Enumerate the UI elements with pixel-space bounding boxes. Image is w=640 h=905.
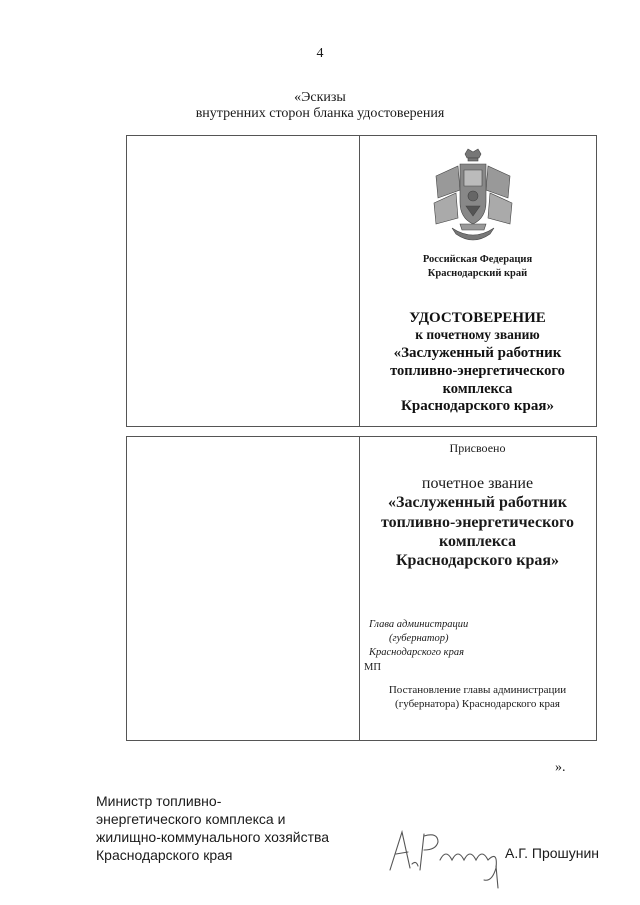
seal-place-label: МП bbox=[364, 662, 381, 673]
honorary-name-line-2: топливно-энергетического bbox=[381, 514, 574, 531]
certificate-line-4: комплекса bbox=[442, 381, 513, 397]
decree-line-1: Постановление главы администрации bbox=[388, 684, 567, 696]
certificate-line-1: к почетному званию bbox=[415, 327, 540, 342]
closing-quote: ». bbox=[555, 760, 566, 775]
signer-name: А.Г. Прошунин bbox=[505, 845, 600, 861]
minister-title-line-4: Краснодарского края bbox=[96, 847, 233, 863]
awarded-label: Присвоено bbox=[449, 441, 506, 455]
decree-line-2: (губернатора) Краснодарского края bbox=[395, 698, 560, 710]
certificate-line-3: топливно-энергетического bbox=[390, 363, 565, 379]
honorary-name-line-3: комплекса bbox=[438, 533, 516, 550]
minister-title-line-3: жилищно-коммунального хозяйства bbox=[96, 829, 330, 845]
certificate-line-5: Краснодарского края» bbox=[401, 398, 554, 414]
country-label: Российская Федерация bbox=[422, 254, 533, 265]
signer-title-line-1: Глава администрации bbox=[369, 619, 469, 630]
handwritten-signature-icon bbox=[380, 820, 520, 890]
page-number: 4 bbox=[316, 46, 324, 61]
region-label: Краснодарский край bbox=[427, 268, 528, 279]
honorary-name-line-1: «Заслуженный работник bbox=[388, 494, 567, 511]
minister-title-line-1: Министр топливно- bbox=[96, 793, 222, 809]
coat-of-arms-icon bbox=[430, 148, 516, 246]
honorary-name-line-4: Краснодарского края» bbox=[395, 552, 560, 569]
honorary-title-label: почетное звание bbox=[421, 475, 534, 492]
minister-title-line-2: энергетического комплекса и bbox=[96, 811, 286, 827]
certificate-line-2: «Заслуженный работник bbox=[393, 345, 562, 361]
signer-title-line-2: (губернатор) bbox=[389, 633, 449, 644]
signer-title-line-3: Краснодарского края bbox=[369, 647, 464, 658]
caption-line-2: внутренних сторон бланка удостоверения bbox=[195, 106, 445, 121]
caption-line-1: «Эскизы bbox=[294, 90, 346, 105]
certificate-title: УДОСТОВЕРЕНИЕ bbox=[409, 310, 546, 326]
